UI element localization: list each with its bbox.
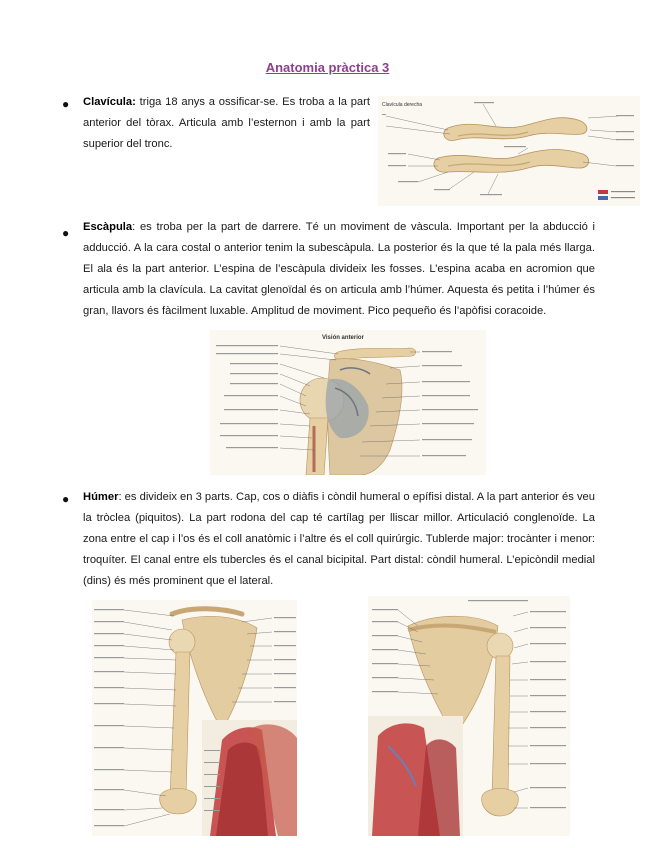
bullet-marker: ●	[62, 492, 70, 506]
section-humerus	[83, 487, 595, 592]
section-term: Clavícula:	[83, 96, 136, 108]
shoulder-anterior-illustration	[210, 330, 486, 475]
humerus-posterior-illustration	[368, 596, 570, 836]
humerus-anterior-illustration	[92, 600, 297, 836]
figure-label: Visión anterior	[322, 335, 364, 341]
humerus-anterior-figure	[92, 600, 297, 836]
section-term: Húmer	[83, 491, 119, 503]
section-scapula	[83, 217, 595, 322]
section-clavicle	[83, 92, 370, 155]
figure-label: Clavícula derecha	[382, 102, 423, 108]
legend-swatch-insertion	[598, 196, 608, 200]
section-text: : es divideix en 3 parts. Cap, cos o diàfis i còndil humeral o epífisi distal. A la part anterior és veu la tròclea (piquitos). La part rodona del cap té cartílag per lliscar millor. Articulació conglenoïde. La zona entre el cap i l’os és el coll anatòmic i l’altre és el coll quirúrgic. Tublerde major: trocànter i menor: troquíter. El canal entre els tubercles és el canal bicipital. Part distal: còndil humeral. L’epicòndil medial (dins) és més prominent que el lateral.	[83, 491, 595, 587]
page-title: Anatomia pràctica 3	[265, 60, 390, 75]
section-term: Escàpula	[83, 221, 133, 233]
clavicle-illustration	[378, 96, 640, 206]
section-text: : es troba per la part de darrere. Té un moviment de vàscula. Important per la abducció i adducció. A la cara costal o anterior tenim la subescàpula. La posterior és la que té la pala més llarga. El ala és la part anterior. L’espina de l’escàpula divideix les fosses. L’espina acaba en acromion que articula amb la clavícula. La cavitat glenoïdal és on articula amb l’húmer. Aquesta és petita i l’húmer és gran, llavors és fàcilment luxable. Amplitud de moviment. Pico pequeño és l’apòfisi coracoide.	[83, 221, 595, 317]
section-text: triga 18 anys a ossificar-se. Es troba a la part anterior del tòrax. Articula amb l’esternon i amb la part superior del tronc.	[83, 96, 370, 150]
shoulder-anterior-figure	[210, 330, 486, 475]
humerus-posterior-figure	[368, 596, 570, 836]
clavicle-figure	[378, 96, 640, 206]
legend-swatch-origin	[598, 190, 608, 194]
bullet-marker: ●	[62, 97, 70, 111]
bullet-marker: ●	[62, 226, 70, 240]
